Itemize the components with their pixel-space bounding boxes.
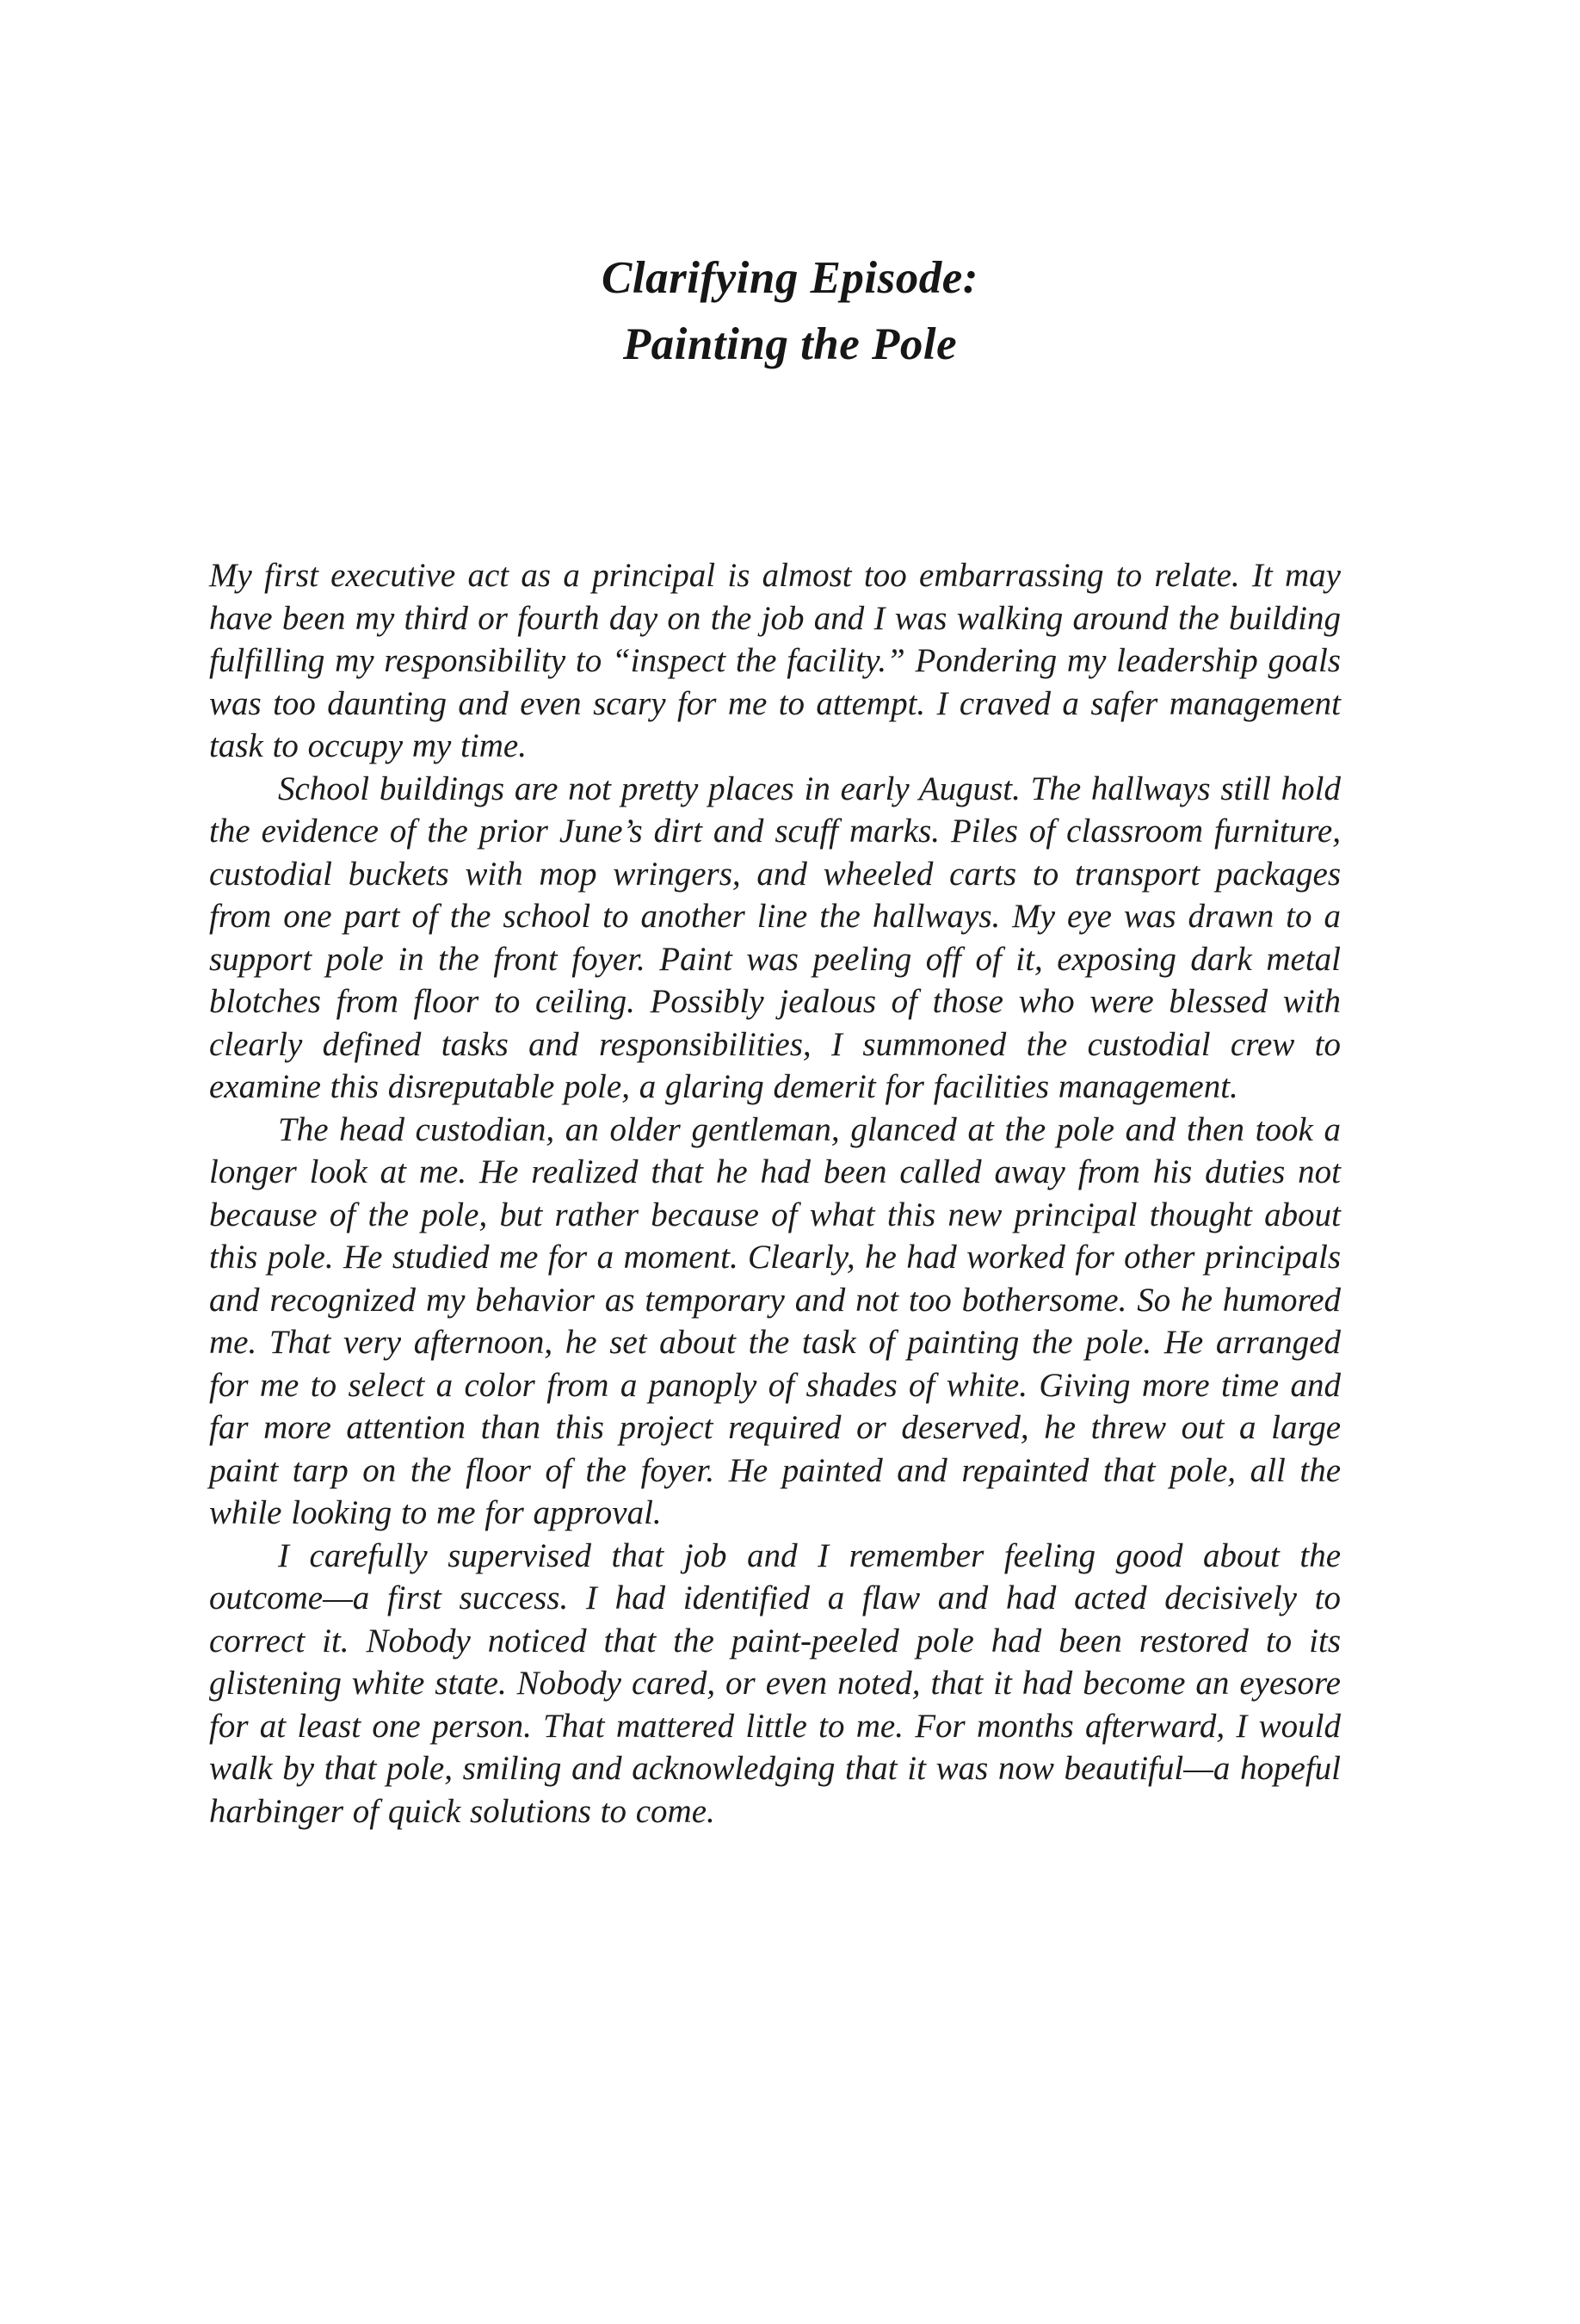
body-text	[209, 554, 1341, 1833]
paragraph-2: School buildings are not pretty places in early August. The hallways still hold the evidence of the prior June’s dirt and scuff marks. Piles of classroom furniture, custodial buckets with mop wringers, and wheeled carts to transport packages from one part of the school to another line the hallways. My eye was drawn to a support pole in the front foyer. Paint was peeling off of it, exposing dark metal blotches from floor to ceiling. Possibly jealous of those who were blessed with clearly defined tasks and responsibilities, I summoned the custodial crew to examine this disreputable pole, a glaring demerit for facilities management.	[209, 770, 1341, 1105]
paragraph-3: The head custodian, an older gentleman, glanced at the pole and then took a longer look at me. He realized that he had been called away from his duties not because of the pole, but rather because of what this new principal thought about this pole. He studied me for a moment. Clearly, he had worked for other principals and recognized my behavior as temporary and not too bothersome. So he humored me. That very afternoon, he set about the task of painting the pole. He arranged for me to select a color from a panoply of shades of white. Giving more time and far more attention than this project required or deserved, he threw out a large paint tarp on the floor of the foyer. He painted and repainted that pole, all the while looking to me for approval.	[209, 1110, 1341, 1531]
paragraph-4: I carefully supervised that job and I remember feeling good about the outcome—a first success. I had identified a flaw and had acted decisively to correct it. Nobody noticed that the paint-peeled pole had been restored to its glistening white state. Nobody cared, or even noted, that it had become an eyesore for at least one person. That mattered little to me. For months afterward, I would walk by that pole, smiling and acknowledging that it was now beautiful—a hopeful harbinger of quick solutions to come.	[209, 1536, 1341, 1830]
paragraph-1: My first executive act as a principal is almost too embarrassing to relate. It may have been my third or fourth day on the job and I was walking around the building fulfilling my responsibility to “inspect the facility.” Pondering my leadership goals was too daunting and even scary for me to attempt. I craved a safer management task to occupy my time.	[209, 557, 1341, 764]
chapter-title	[0, 0, 1580, 378]
chapter-title-line-2: Painting the Pole	[622, 319, 958, 369]
chapter-title-line-1: Clarifying Episode:	[602, 253, 978, 303]
